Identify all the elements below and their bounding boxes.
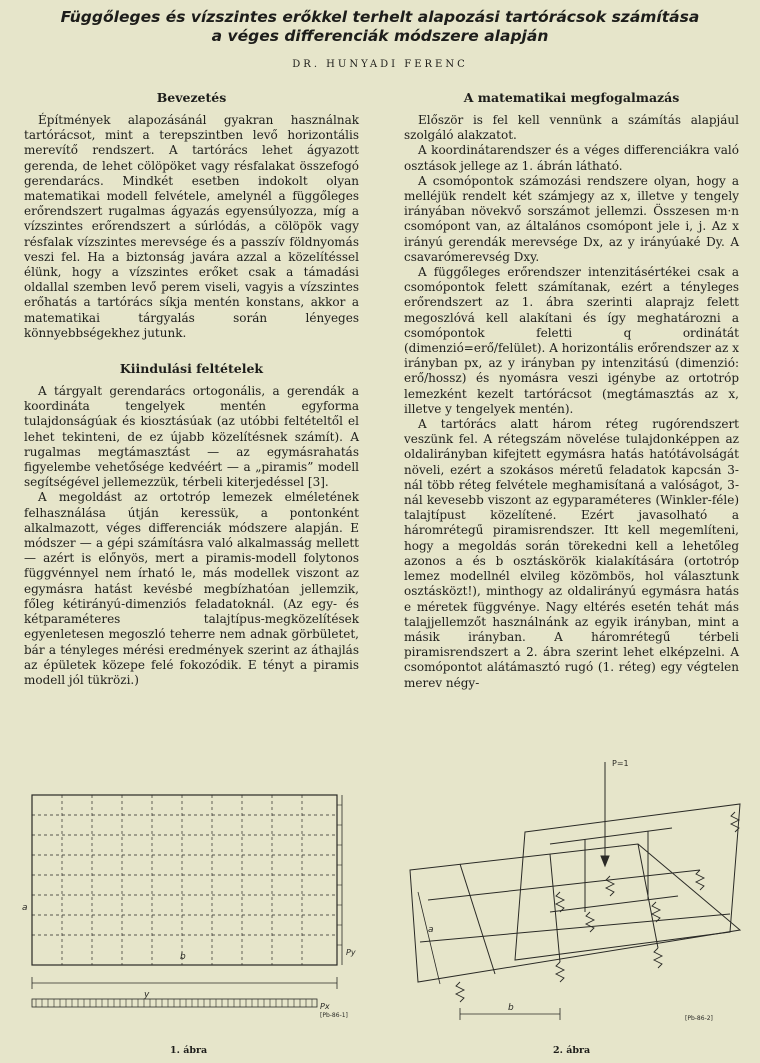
section-heading-bevezetes: Bevezetés: [156, 90, 227, 105]
figure-stamp: [Pb-86-2]: [685, 1015, 713, 1022]
label-a: a: [22, 903, 28, 913]
left-column: [24, 84, 359, 688]
paragraph: A csomópontok számozási rendszere olyan, hogy a melléjük rendelt két számjegy az x, illetve y tengely irányában növekvő sorszámot jellemzi. Összesen m·n csomópont van, az általános csomópont jele i, j. Az x irányú gerendák merevsége Dx, az y irányúaké Dy. A csavarómerevség Dxy.: [404, 173, 739, 264]
label-a: a: [428, 925, 434, 935]
label-px: Px: [320, 1002, 330, 1011]
figure-2-pyramid-diagram: [400, 752, 745, 1037]
paragraph: A tartórács alatt három réteg rugórendszert veszünk fel. A rétegszám növelése tulajdonképpen az oldalirányban kifejtett egymásra hatás hatótávolságát növeli, ezért a szokásos méretű feladatok kapcsán 3-nál több réteg felvétele meghamisítaná a valóságot, 3-nál kevesebb viszont az egyparaméteres (Winkler-féle) talajtípust közelítené. Ezért javasolható a háromrétegű piramisrendszer. Itt kell megemlíteni, hogy a megoldás során törekedni kell a lehetőleg azonos a és b osztáskörök kialakítására (ortotróp lemez modellnél elvileg közömbös, hol választunk osztásközt!), minthogy az oldalirányú egymásra hatás e méretek függvénye. Nagy eltérés esetén tehát más talajjellemzőt használnánk az egyik irányban, mint a másik irányban. A háromrétegű térbeli piramisrendszert a 2. ábra szerint lehet elképzelni. A csomópontot alátámasztó rugó (1. réteg) egy végtelen merev négy-: [404, 417, 739, 690]
label-b: b: [508, 1003, 514, 1013]
label-load: P=1: [612, 759, 629, 768]
title-line-2: a véges differenciák módszere alapján: [211, 27, 549, 45]
paragraph: Építmények alapozásánál gyakran használnak tartórácsot, mint a terepszintben levő horizontális merevítő rendszert. A tartórács lehet ágyazott gerenda, de lehet cölöpöket vagy résfalakat összefogó gerendarács. Mindkét esetben indokolt olyan matematikai modell felvétele, amelynél a függőleges erőrendszert rugalmas ágyazás egyensúlyozza, míg a vízszintes erőrendszert a súrlódás, a cölöpök vagy résfalak vízszintes merevsége és a passzív földnyomás veszi fel. Ha a biztonság javára azzal a közelítéssel élünk, hogy a vízszintes erőket csak a támadási oldallal szemben levő perem viseli, vagyis a vízszintes erőhatás a tartórács síkja mentén konstans, akkor a matematikai tárgyalás során lényeges könnyebbségekhez jutunk.: [24, 113, 359, 340]
title-line-1: Függőleges és vízszintes erőkkel terhelt alapozási tartórácsok számítása: [60, 8, 700, 26]
label-y: y: [144, 990, 150, 1000]
paragraph: A megoldást az ortotróp lemezek elméletének felhasználása útján keressük, a pontonként alkalmazott, véges differenciák módszere alapján. E módszer — a gépi számításra való alkalmasság mellett — azért is előnyös, mert a piramis-modell folytonos függvénnyel nem írható le, más modellek viszont az egymásra hatást kevésbé megbízhatóan jellemzik, főleg kétirányú-dimenziós feladatoknál. (Az egy- és kétparaméteres talajtípus-megközelítések egyenletesen megoszló teherre nem adnak görbületet, bár a tényleges mérési eredmények szerint az áthajlás az épületek közepe felé fokozódik. E tényt a piramis modell jól tükrözi.): [24, 490, 359, 687]
label-py: Py: [346, 948, 356, 957]
paragraph: Először is fel kell vennünk a számítás alapjául szolgáló alakzatot.: [404, 113, 739, 143]
paragraph: A függőleges erőrendszer intenzitásértékei csak a csomópontok felett számítanak, ezért a tényleges erőrendszert az 1. ábra szerinti alaprajz felett megoszlóvá kell alakítani és így meghatározni a csomópontok feletti q ordinátát (dimenzió=erő/felület). A horizontális erőrendszer az x irányban px, az y irányban py intenzitású (dimenzió: erő/hossz) és nyomásra veszi igénybe az ortotróp lemezként kezelt tartórácsot (megtámasztás az x, illetve y tengelyek mentén).: [404, 265, 739, 416]
figure-2-caption: 2. ábra: [553, 1045, 591, 1056]
article-title: [0, 8, 760, 46]
label-b: b: [180, 952, 186, 962]
section-heading-kiindulasi: Kiindulási feltételek: [119, 361, 264, 377]
right-column: [404, 84, 739, 691]
figure-stamp: [Pb-86-1]: [320, 1012, 348, 1019]
paragraph: A tárgyalt gerendarács ortogonális, a gerendák a koordináta tengelyek mentén egyforma tulajdonságúak és kiosztásúak (az utóbbi feltételtől el lehet tekinteni, de ez újabb közelítésnek számít). A rugalmas megtámasztást — az egymásrahatás figyelembe vehetősége kedvéért — a „piramis” modell segítségével jellemezzük, térbeli kiterjedéssel [3].: [24, 384, 359, 490]
figure-1-caption: 1. ábra: [170, 1045, 208, 1056]
paragraph: A koordinátarendszer és a véges differenciákra való osztások jellege az 1. ábrán látható.: [404, 143, 739, 173]
figure-1-grid-diagram: [20, 785, 365, 1035]
section-heading-matematikai: A matematikai megfogalmazás: [463, 90, 680, 105]
author: DR. HUNYADI FERENC: [292, 59, 468, 70]
